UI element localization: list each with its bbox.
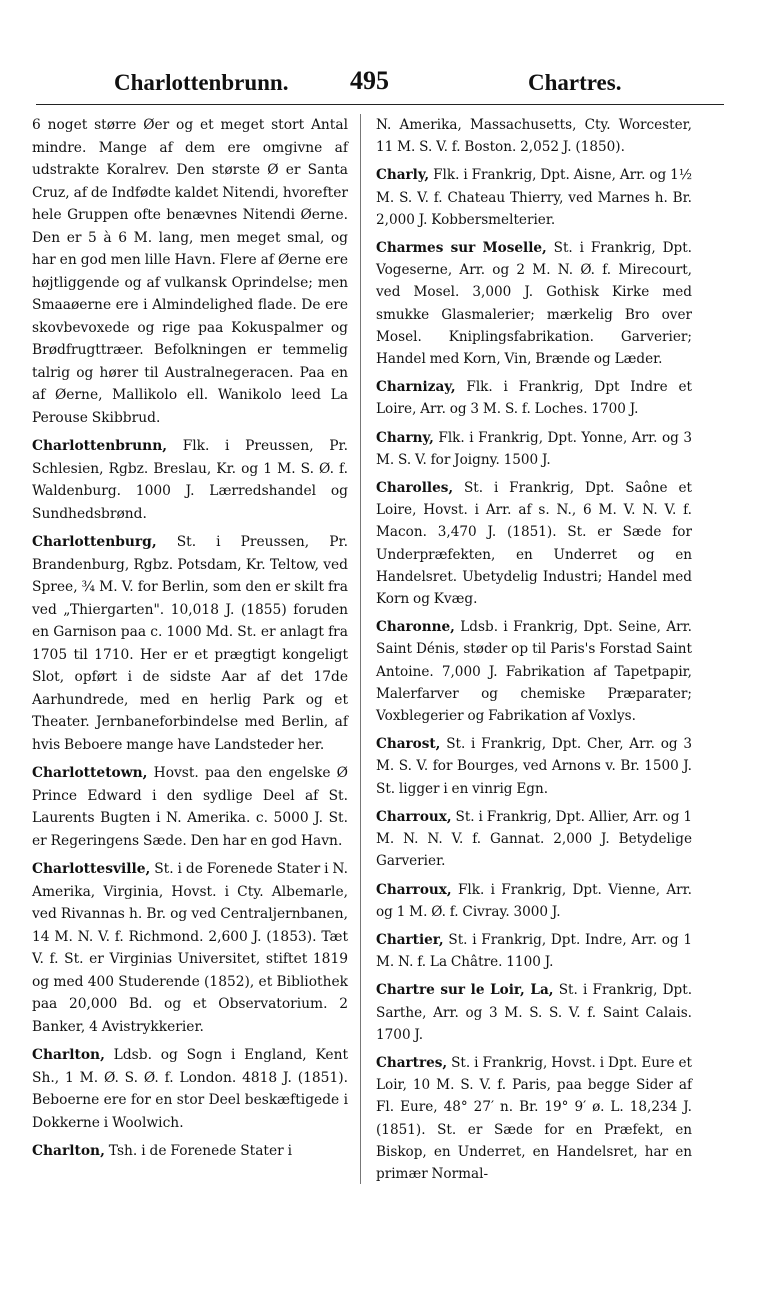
entry-text: Hovst. paa den engelske Ø Prince Edward i den sydlige Deel af St. Laurents Bugten i N. Amerika. c. 5000 J. St. er Regeringens Sæde. Den har en god Havn.	[32, 765, 348, 849]
entry-text: Ldsb. og Sogn i England, Kent Sh., 1 M. Ø. S. Ø. f. London. 4818 J. (1851). Beboerne ere for en stor Deel beskæftigede i Dokkerne i Woolwich.	[32, 1047, 348, 1131]
entry-headword: Charny,	[376, 429, 434, 446]
entry-headword: Charly,	[376, 167, 430, 184]
entry-headword: Charroux,	[376, 808, 452, 825]
entry-text: St. i Frankrig, Dpt. Cher, Arr. og 3 M. S. V. for Bourges, ved Arnons v. Br. 1500 J. St. ligger i en vinrig Egn.	[376, 736, 692, 797]
entry-text: 6 noget større Øer og et meget stort Antal mindre. Mange af dem ere omgivne af udstrakte Koralrev. Den største Ø er Santa Cruz, af de Indfødte kaldet Nitendi, hvorefter hele Gruppen ofte benævnes Nitendi Øerne. Den er 5 à 6 M. lang, men meget smal, og har en god men lille Havn. Flere af Øerne ere højtliggende og af vulkansk Oprindelse; men Smaaøerne ere i Almindelighed flade. De ere skovbevoxede og rige paa Kokuspalmer og Brødfrugttræer. Befolkningen er temmelig talrig og hører til Australnegeracen. Paa en af Øerne, Mallikolo ell. Wanikolo leed La Perouse Skibbrud.	[32, 117, 348, 426]
entry-text: Flk. i Frankrig, Dpt. Aisne, Arr. og 1½ M. S. V. f. Chateau Thierry, ved Marnes h. Br. 2,000 J. Kobbersmelterier.	[376, 167, 692, 228]
entry-text: St. i Frankrig, Hovst. i Dpt. Eure et Loir, 10 M. S. V. f. Paris, paa begge Sider af Fl. Eure, 48° 27′ n. Br. 19° 9′ ø. L. 18,234 J. (1851). St. er Sæde for en Præfekt, en Biskop, en Underret, en Handelsret, har en primær Normal-	[376, 1054, 692, 1182]
entry-headword: Chartres,	[376, 1054, 448, 1071]
header-right-word: Chartres.	[528, 70, 622, 95]
entry-headword: Charlton,	[32, 1143, 105, 1159]
entry	[376, 237, 692, 370]
entry-headword: Charroux,	[376, 881, 452, 898]
entry-headword: Charost,	[376, 736, 441, 753]
entry-text: St. i Frankrig, Dpt. Allier, Arr. og 1 M. N. N. V. f. Gannat. 2,000 J. Betydelige Garverier.	[376, 808, 692, 870]
left-column	[32, 114, 348, 1169]
entry-text: St. i Preussen, Pr. Brandenburg, Rgbz. Potsdam, Kr. Teltow, ved Spree, ¾ M. V. for Berlin, som den er skilt fra ved „Thiergarten". 10,018 J. (1855) foruden en Garnison paa c. 1000 Md. St. er anlagt fra 1705 til 1710. Her er et prægtigt kongeligt Slot, opført i de sidste Aar af det 17de Aarhundrede, med en herlig Park og et Theater. Jernbaneforbindelse med Berlin, af hvis Beboere mange have Landsteder her.	[32, 534, 348, 753]
entry-headword: Charlottetown,	[32, 765, 148, 781]
entry-text: St. i Frankrig, Dpt. Vogeserne, Arr. og 2 M. N. Ø. f. Mirecourt, ved Mosel. 3,000 J. Gothisk Kirke med smukke Glasmalerier; mærkelig Bro over Mosel. Kniplingsfabrikation. Garverier; Handel med Korn, Vin, Brænde og Læder.	[376, 240, 693, 368]
entry-headword: Charolles,	[376, 480, 454, 497]
column-divider	[360, 114, 361, 1184]
entry-headword: Chartier,	[376, 931, 444, 948]
entry	[376, 806, 692, 873]
entry-text: Flk. i Frankrig, Dpt. Vienne, Arr. og 1 M. Ø. f. Civray. 3000 J.	[376, 881, 692, 920]
entry	[376, 1052, 692, 1185]
entry	[376, 477, 692, 610]
entry	[376, 929, 692, 973]
entry	[376, 376, 692, 420]
entry	[32, 858, 348, 1038]
entry-text: St. i Frankrig, Dpt. Indre, Arr. og 1 M. N. f. La Châtre. 1100 J.	[376, 931, 692, 971]
entry	[32, 435, 348, 525]
entry-headword: Charlottenbrunn,	[32, 438, 168, 454]
page-number: 495	[350, 66, 389, 95]
entry	[32, 762, 348, 852]
entry	[376, 164, 692, 231]
entry-headword: Charonne,	[376, 619, 455, 636]
entry	[32, 531, 348, 756]
entry	[376, 879, 692, 923]
entry-headword: Charlottesville,	[32, 861, 151, 877]
entry-headword: Chartre sur le Loir, La,	[376, 982, 554, 999]
entry	[32, 1044, 348, 1134]
entry	[376, 733, 692, 800]
entry	[376, 114, 692, 158]
entry-headword: Charlottenburg,	[32, 534, 157, 550]
entry	[376, 616, 692, 727]
entry	[376, 427, 692, 471]
entry	[32, 114, 348, 429]
running-header	[30, 62, 730, 102]
entry-text: Ldsb. i Frankrig, Dpt. Seine, Arr. Saint Dénis, støder op til Paris's Forstad Saint Antoine. 7,000 J. Fabrikation af Tapetpapir, Malerfarver og chemiske Præparater; Voxblegerier og Fabrikation af Voxlys.	[376, 619, 692, 725]
entry-text: Tsh. i de Forenede Stater i	[108, 1143, 293, 1159]
entry	[32, 1140, 348, 1163]
entry-text: St. i de Forenede Stater i N. Amerika, Virginia, Hovst. i Cty. Albemarle, ved Rivannas h. Br. og ved Centraljernbanen, 14 M. N. V. f. Richmond. 2,600 J. (1853). Tæt V. f. St. er Virginias Universitet, stiftet 1819 og med 400 Studerende (1852), et Bibliothek paa 20,000 Bd. og et Observatorium. 2 Banker, 4 Avistrykkerier.	[32, 861, 348, 1035]
entry-headword: Charnizay,	[376, 379, 456, 396]
right-column	[376, 114, 692, 1191]
entry	[376, 979, 692, 1046]
entry-text: Flk. i Preussen, Pr. Schlesien, Rgbz. Breslau, Kr. og 1 M. S. Ø. f. Waldenburg. 1000 J. Lærredshandel og Sundhedsbrønd.	[32, 438, 349, 522]
entry-text: Flk. i Frankrig, Dpt. Yonne, Arr. og 3 M. S. V. for Joigny. 1500 J.	[376, 429, 692, 468]
header-left-word: Charlottenbrunn.	[114, 70, 289, 95]
entry-text: Flk. i Frankrig, Dpt Indre et Loire, Arr. og 3 M. S. f. Loches. 1700 J.	[376, 379, 692, 418]
header-rule	[36, 104, 724, 105]
entry-headword: Charlton,	[32, 1047, 105, 1063]
entry-text: N. Amerika, Massachusetts, Cty. Worcester, 11 M. S. V. f. Boston. 2,052 J. (1850).	[376, 117, 692, 156]
entry-text: St. i Frankrig, Dpt. Saône et Loire, Hovst. i Arr. af s. N., 6 M. V. N. V. f. Macon. 3,470 J. (1851). St. er Sæde for Underpræfekten, en Underret og en Handelsret. Ubetydelig Industri; Handel med Korn og Kvæg.	[376, 480, 692, 608]
entry-text: St. i Frankrig, Dpt. Sarthe, Arr. og 3 M. S. S. V. f. Saint Calais. 1700 J.	[376, 982, 693, 1043]
entry-headword: Charmes sur Moselle,	[376, 240, 547, 257]
